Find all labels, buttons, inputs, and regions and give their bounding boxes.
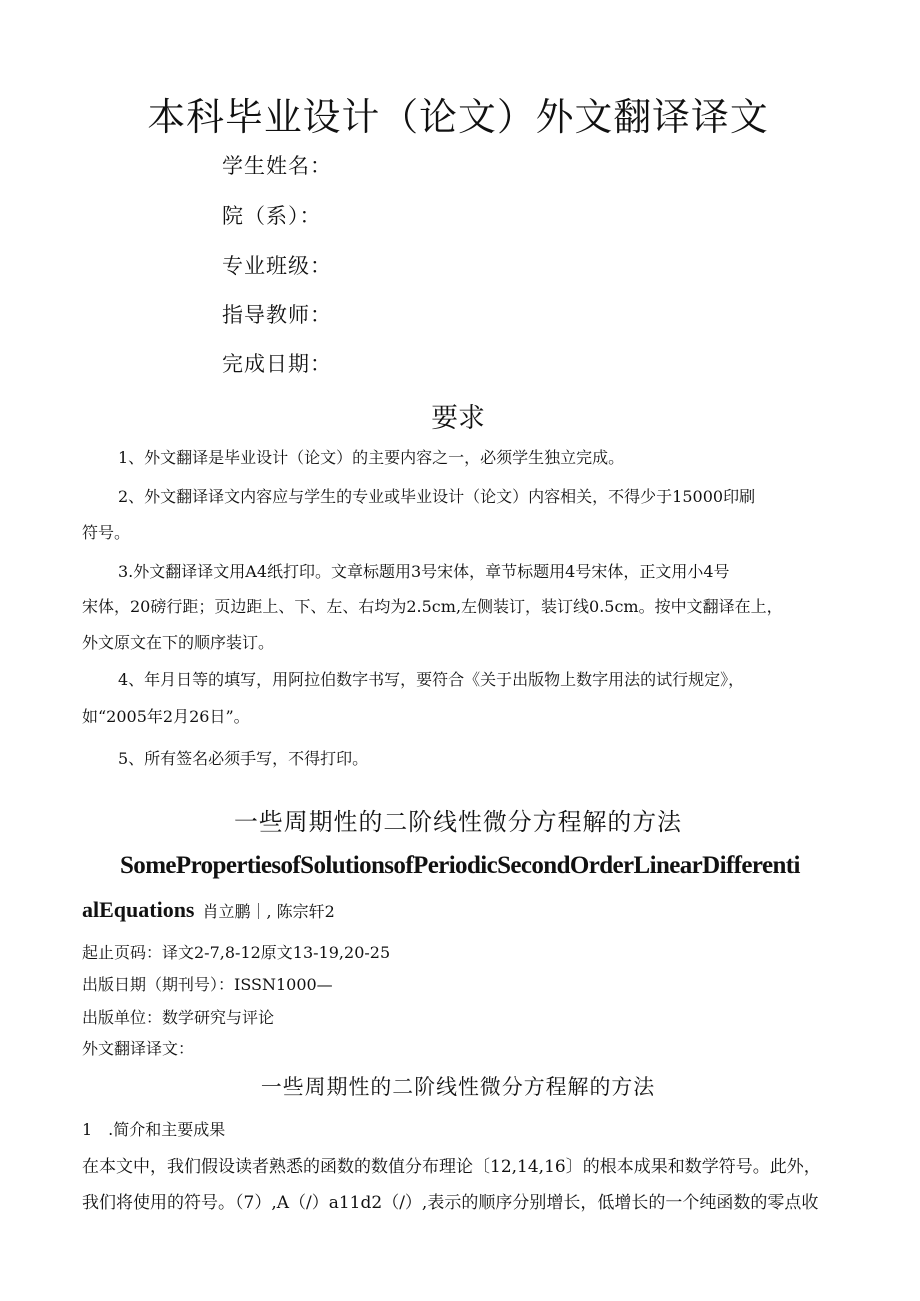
paper-title-en-line2 <box>82 897 335 923</box>
document-title: 本科毕业设计（论文）外文翻译译文 <box>147 95 769 139</box>
paper-title-en-line1: SomePropertiesofSolutionsofPeriodicSecondOrderLinearDifferenti <box>120 852 800 879</box>
field-department: 院（系）： <box>222 204 322 228</box>
translation-title: 一些周期性的二阶线性微分方程解的方法 <box>260 1075 656 1099</box>
paper-authors: 肖立鹏｜, 陈宗轩2 <box>202 902 335 921</box>
paper-title-en-tail: alEquations <box>82 897 195 922</box>
body-line-1: 在本文中，我们假设读者熟悉的函数的数值分布理论〔12,14,16〕的根本成果和数学符号。此外， <box>82 1157 821 1177</box>
requirement-item-3-cont1: 宋体，20磅行距；页边距上、下、左、右均为2.5cm,左侧装订，装订线0.5cm。按中文翻译在上， <box>82 597 783 616</box>
paper-publication-date: 出版日期（期刊号）：ISSN1000— <box>82 975 333 994</box>
paper-title-cn: 一些周期性的二阶线性微分方程解的方法 <box>233 808 683 836</box>
requirement-item-3: 3.外文翻译译文用A4纸打印。文章标题用3号宋体，章节标题用4号宋体，正文用小4号 <box>118 562 730 581</box>
body-line-2: 我们将使用的符号。（7）,A（/）a11d2（/）,表示的顺序分别增长，低增长的一个纯函数的零点收 <box>82 1193 819 1213</box>
section-heading: 1 .简介和主要成果 <box>82 1120 226 1139</box>
field-completion-date: 完成日期： <box>222 352 332 376</box>
field-advisor: 指导教师： <box>222 303 332 327</box>
requirement-item-2-cont: 符号。 <box>82 523 131 542</box>
requirement-item-1: 1、外文翻译是毕业设计（论文）的主要内容之一，必须学生独立完成。 <box>118 448 625 467</box>
field-class: 专业班级： <box>222 254 332 278</box>
field-student-name: 学生姓名： <box>222 154 332 178</box>
requirement-item-4-cont: 如“2005年2月26日”。 <box>82 707 250 726</box>
requirements-heading: 要求 <box>431 403 485 434</box>
requirement-item-2: 2、外文翻译译文内容应与学生的专业或毕业设计（论文）内容相关，不得少于15000印刷 <box>118 487 756 506</box>
paper-publisher: 出版单位：数学研究与评论 <box>82 1008 275 1027</box>
translation-label: 外文翻译译文： <box>82 1039 195 1058</box>
paper-page-range: 起止页码：译文2-7,8-12原文13-19,20-25 <box>82 943 391 962</box>
requirement-item-3-cont2: 外文原文在下的顺序装订。 <box>82 633 275 652</box>
requirement-item-4: 4、年月日等的填写，用阿拉伯数字书写，要符合《关于出版物上数字用法的试行规定》， <box>118 670 745 689</box>
requirement-item-5: 5、所有签名必须手写，不得打印。 <box>118 749 369 768</box>
